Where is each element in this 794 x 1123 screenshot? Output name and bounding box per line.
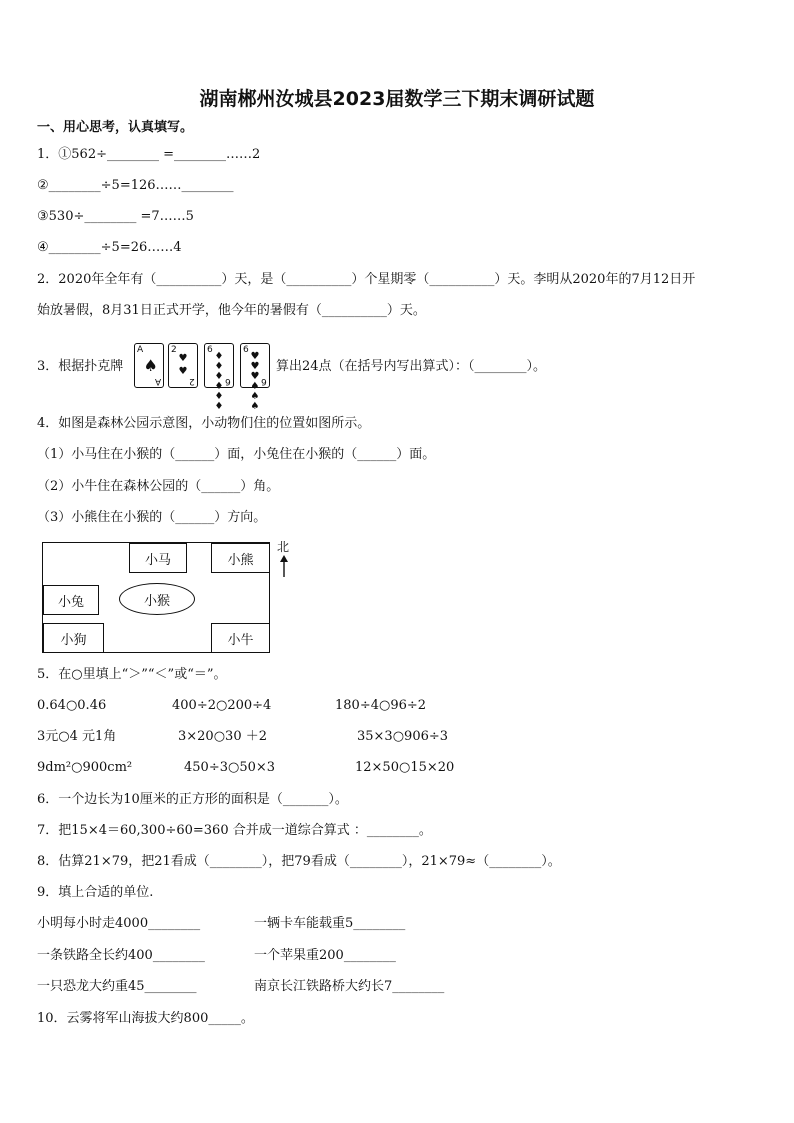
diamond-icon: ♦ bbox=[214, 391, 224, 402]
compare-item: 3元○4 元1角 bbox=[37, 729, 117, 744]
card-rank: 6 bbox=[225, 376, 231, 386]
playing-card-six-mixed bbox=[240, 343, 270, 412]
arrow-up-icon bbox=[277, 555, 291, 579]
diamond-icon: ♦ bbox=[214, 401, 224, 412]
card-rank: A bbox=[137, 345, 144, 355]
card-rank: 6 bbox=[261, 376, 267, 386]
compare-item: 9dm²○900cm² bbox=[37, 760, 133, 775]
card-rank: 2 bbox=[171, 345, 177, 355]
map-horse: 小马 bbox=[129, 543, 187, 573]
card-rank: 6 bbox=[207, 345, 213, 355]
question-1d: ④________÷5=26……4 bbox=[37, 240, 182, 255]
spade-icon: ♠ bbox=[250, 381, 260, 392]
diamond-icon: ♦ bbox=[214, 361, 224, 372]
spade-icon: ♠ bbox=[143, 355, 158, 375]
compare-item: 400÷2○200÷4 bbox=[172, 698, 272, 713]
question-8: 8．估算21×79，把21看成（________），把79看成（________），21×79≈（________）。 bbox=[37, 854, 561, 869]
unit-item: 一条铁路全长约400________ bbox=[37, 948, 205, 963]
map-monkey: 小猴 bbox=[119, 583, 195, 615]
north-label: 北 bbox=[277, 540, 290, 554]
north-indicator bbox=[277, 538, 291, 582]
card-rank: 6 bbox=[243, 345, 249, 355]
compare-item: 180÷4○96÷2 bbox=[335, 698, 427, 713]
unit-item: 南京长江铁路桥大约长7________ bbox=[254, 979, 445, 994]
question-4-part3: （3）小熊住在小猴的（______）方向。 bbox=[37, 510, 267, 525]
question-6: 6．一个边长为10厘米的正方形的面积是（_______）。 bbox=[37, 792, 348, 807]
question-5-intro: 5．在○里填上“＞”“＜”或“＝”。 bbox=[37, 667, 227, 682]
card-rank: A bbox=[154, 376, 161, 386]
compare-item: 0.64○0.46 bbox=[37, 698, 107, 713]
card-rank: 2 bbox=[189, 376, 195, 386]
forest-park-map bbox=[42, 542, 270, 653]
question-4-intro: 4．如图是森林公园示意图，小动物们住的位置如图所示。 bbox=[37, 416, 371, 431]
diamond-icon: ♦ bbox=[214, 381, 224, 392]
heart-icon: ♥ bbox=[178, 352, 188, 364]
question-2-line1: 2．2020年全年有（__________）天，是（__________）个星期零（__________）天。李明从2020年的7月12日开 bbox=[37, 272, 696, 287]
heart-icon: ♥ bbox=[178, 366, 188, 378]
compare-item: 450÷3○50×3 bbox=[184, 760, 276, 775]
compare-item: 12×50○15×20 bbox=[355, 760, 455, 775]
map-rabbit: 小兔 bbox=[43, 585, 99, 615]
heart-icon: ♥ bbox=[250, 361, 260, 372]
playing-card-six-diamonds bbox=[204, 343, 234, 412]
question-3-prefix: 3．根据扑克牌 bbox=[37, 359, 124, 374]
question-1c: ③530÷________ =7……5 bbox=[37, 209, 194, 224]
question-1a: 1．①562÷________ =________……2 bbox=[37, 147, 261, 162]
question-4-part2: （2）小牛住在森林公园的（______）角。 bbox=[37, 479, 280, 494]
compare-item: 3×20○30 ＋2 bbox=[178, 729, 267, 744]
question-3-suffix: 算出24点（在括号内写出算式）：（________）。 bbox=[276, 359, 547, 374]
unit-item: 一个苹果重200________ bbox=[254, 948, 396, 963]
question-7: 7．把15×4＝60,300÷60=360 合并成一道综合算式 ：________。 bbox=[37, 823, 432, 838]
heart-icon: ♥ bbox=[250, 351, 260, 362]
page-title: 湖南郴州汝城县2023届数学三下期末调研试题 bbox=[199, 88, 595, 110]
playing-card-ace bbox=[134, 343, 164, 388]
heart-icon: ♥ bbox=[250, 371, 260, 382]
spade-icon: ♠ bbox=[250, 391, 260, 402]
map-bear: 小熊 bbox=[211, 543, 270, 573]
question-9-intro: 9．填上合适的单位. bbox=[37, 885, 154, 900]
unit-item: 一辆卡车能载重5________ bbox=[254, 916, 406, 931]
playing-card-two bbox=[168, 343, 198, 388]
spade-icon: ♠ bbox=[250, 401, 260, 412]
map-cow: 小牛 bbox=[211, 623, 270, 653]
compare-item: 35×3○906÷3 bbox=[357, 729, 449, 744]
question-10: 10．云雾将军山海拔大约800_____。 bbox=[37, 1011, 254, 1026]
map-dog: 小狗 bbox=[43, 623, 104, 653]
diamond-icon: ♦ bbox=[214, 371, 224, 382]
diamond-icon: ♦ bbox=[214, 351, 224, 362]
question-2-line2: 始放暑假，8月31日正式开学，他今年的暑假有（__________）天。 bbox=[37, 303, 426, 318]
section-heading: 一、用心思考，认真填写。 bbox=[37, 120, 194, 135]
question-1b: ②________÷5=126……________ bbox=[37, 178, 234, 193]
unit-item: 小明每小时走4000________ bbox=[37, 916, 201, 931]
question-4-part1: （1）小马住在小猴的（______）面，小兔住在小猴的（______）面。 bbox=[37, 447, 436, 462]
unit-item: 一只恐龙大约重45________ bbox=[37, 979, 197, 994]
